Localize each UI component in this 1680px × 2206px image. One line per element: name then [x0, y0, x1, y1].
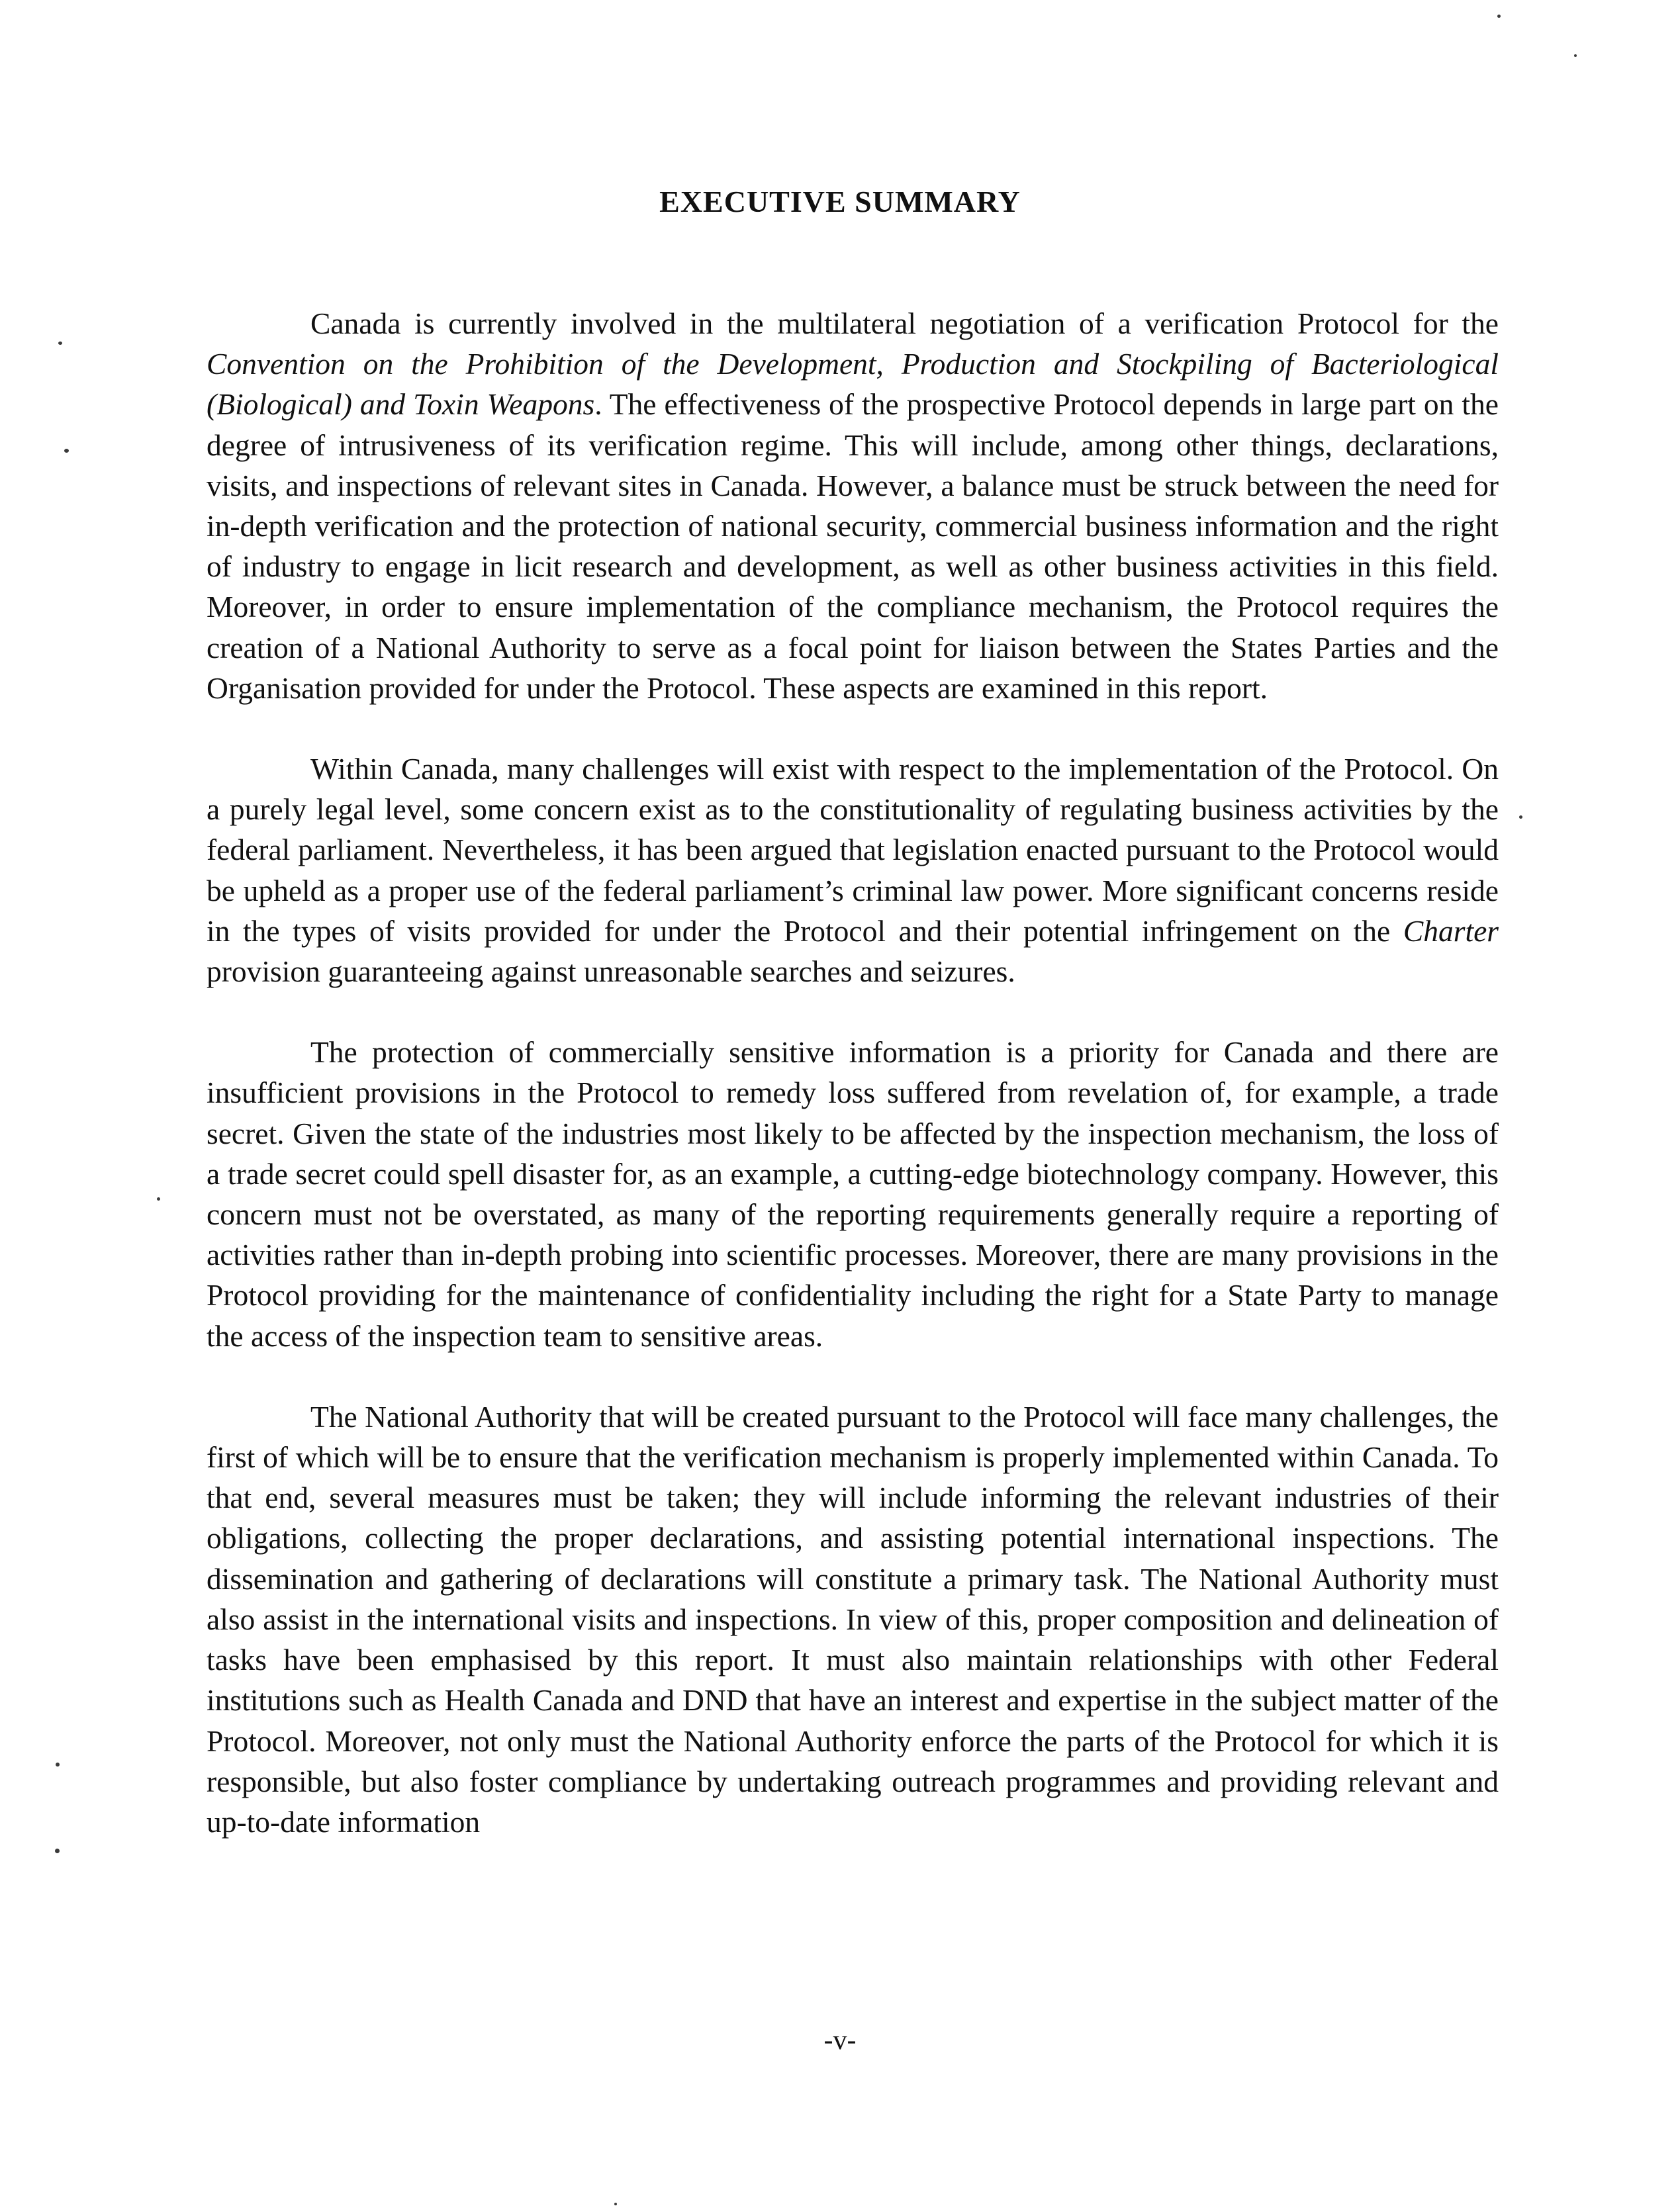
scan-speck	[1497, 15, 1501, 18]
paragraph-2	[207, 749, 1499, 991]
paragraph-1-text: Canada is currently involved in the multilateral negotiation of a verification Protocol for the	[310, 306, 1499, 340]
paragraph-1-text-cont: . The effectiveness of the prospective Protocol depends in large part on the degree of intrusiveness of its verification regime. This will include, among other things, declarations, visits, and inspections of relevant sites in Canada. However, a balance must be struck between the need for in-depth verification and the protection of national security, commercial business information and the right of industry to engage in licit research and development, as well as other business activities in this field. Moreover, in order to ensure implementation of the compliance mechanism, the Protocol requires the creation of a National Authority to serve as a focal point for liaison between the States Parties and the Organisation provided for under the Protocol. These aspects are examined in this report.	[207, 387, 1499, 705]
convention-title: Convention on the Prohibition of the Development, Production and Stockpiling of Bacteriological (Biological) and Toxin Weapons	[207, 347, 1499, 422]
paragraph-1	[207, 303, 1499, 708]
scan-speck	[1574, 54, 1577, 57]
page-title: EXECUTIVE SUMMARY	[659, 185, 1021, 218]
paragraph-2-text: Within Canada, many challenges will exist with respect to the implementation of the Protocol. On a purely legal level, some concern exist as to the constitutionality of regulating business activities by the federal parliament. Nevertheless, it has been argued that legislation enacted pursuant to the Protocol would be upheld as a proper use of the federal parliament’s criminal law power. More significant concerns reside in the types of visits provided for under the Protocol and their potential infringement on the	[207, 752, 1499, 948]
document-body	[207, 303, 1499, 1882]
scan-speck	[56, 1763, 60, 1767]
paragraph-2-text-cont: provision guaranteeing against unreasonable searches and seizures.	[207, 954, 1015, 989]
scan-speck	[64, 449, 69, 453]
scan-speck	[614, 2203, 617, 2205]
paragraph-3	[207, 1032, 1499, 1356]
paragraph-3-text: The protection of commercially sensitive information is a priority for Canada and there are insufficient provisions in the Protocol to remedy loss suffered from revelation of, for example, a trade secret. Given the state of the industries most likely to be affected by the inspection mechanism, the loss of a trade secret could spell disaster for, as an example, a cutting-edge biotechnology company. However, this concern must not be overstated, as many of the reporting requirements generally require a reporting of activities rather than in-depth probing into scientific processes. Moreover, there are many provisions in the Protocol providing for the maintenance of confidentiality including the right for a State Party to manage the access of the inspection team to sensitive areas.	[207, 1035, 1499, 1353]
paragraph-4-text: The National Authority that will be created pursuant to the Protocol will face many challenges, the first of which will be to ensure that the verification mechanism is properly implemented within Canada. To that end, several measures must be taken; they will include informing the relevant industries of their obligations, collecting the proper declarations, and assisting potential international inspections. The dissemination and gathering of declarations will constitute a primary task. The National Authority must also assist in the international visits and inspections. In view of this, proper composition and delineation of tasks have been emphasised by this report. It must also maintain relationships with other Federal institutions such as Health Canada and DND that have an interest and expertise in the subject matter of the Protocol. Moreover, not only must the National Authority enforce the parts of the Protocol for which it is responsible, but also foster compliance by undertaking outreach programmes and providing relevant and up-to-date information	[207, 1399, 1499, 1839]
scan-speck	[58, 342, 62, 345]
scan-speck	[1519, 815, 1522, 819]
paragraph-4	[207, 1397, 1499, 1842]
scan-speck	[157, 1197, 160, 1201]
page-number: -v-	[823, 2025, 857, 2056]
scan-speck	[55, 1849, 60, 1853]
charter-term: Charter	[1403, 913, 1499, 948]
